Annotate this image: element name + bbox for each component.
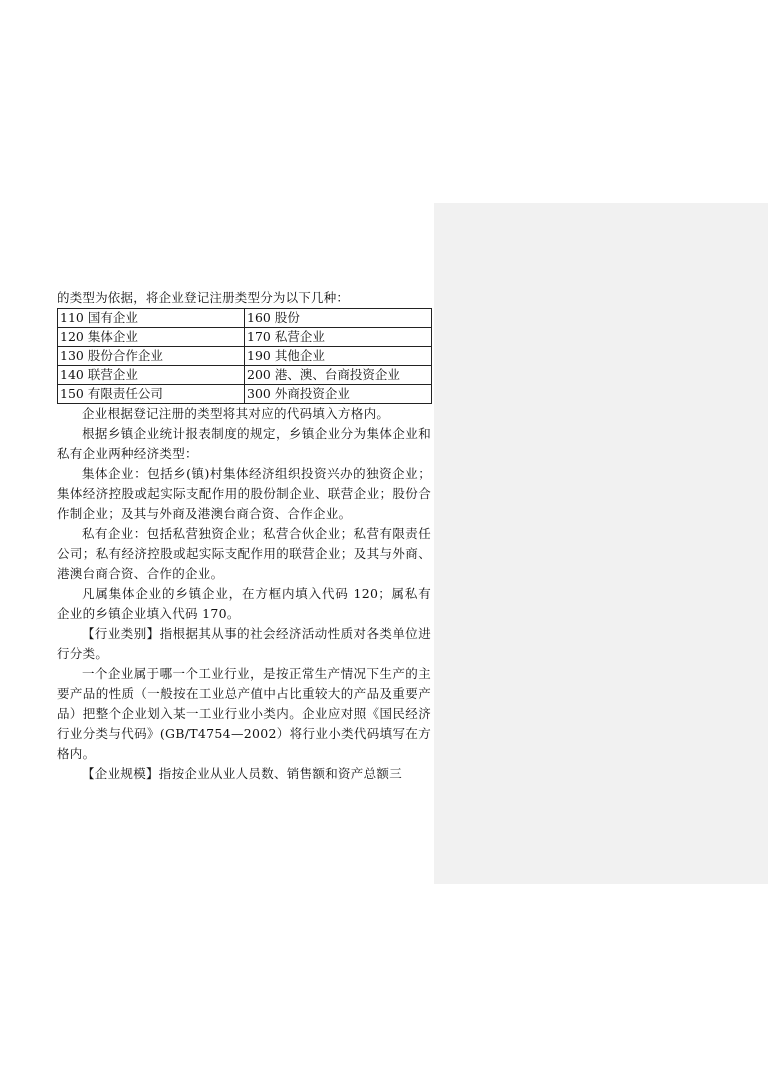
comment-pane	[434, 203, 768, 884]
intro-line: 的类型为依据，将企业登记注册类型分为以下几种：	[57, 290, 350, 305]
paragraph: 一个企业属于哪一个工业行业，是按正常生产情况下生产的主要产品的性质（一般按在工业总产值中占比重较大的产品及重要产品）把整个企业划入某一工业行业小类内。企业应对照《国民经济行业分类与代码》(GB/T4754—2002）将行业小类代码填写在方格内。	[57, 666, 431, 761]
table-cell: 120 集体企业	[58, 328, 245, 347]
paragraph: 私有企业：包括私营独资企业；私营合伙企业；私营有限责任公司；私有经济控股或起实际支配作用的联营企业；及其与外商、港澳台商合资、合作的企业。	[57, 526, 431, 581]
registration-code-table	[57, 308, 432, 404]
table-row	[58, 309, 432, 328]
table-cell: 160 股份	[245, 309, 432, 328]
table-cell: 170 私营企业	[245, 328, 432, 347]
table-row	[58, 328, 432, 347]
paragraph: 【企业规模】指按企业从业人员数、销售额和资产总额三	[82, 766, 403, 781]
table-cell: 110 国有企业	[58, 309, 245, 328]
document-page	[57, 288, 431, 784]
table-cell: 300 外商投资企业	[245, 385, 432, 404]
paragraph: 【行业类别】指根据其从事的社会经济活动性质对各类单位进行分类。	[57, 626, 431, 661]
table-row	[58, 347, 432, 366]
paragraph: 根据乡镇企业统计报表制度的规定，乡镇企业分为集体企业和私有企业两种经济类型：	[57, 426, 431, 461]
table-cell: 190 其他企业	[245, 347, 432, 366]
table-cell: 140 联营企业	[58, 366, 245, 385]
paragraph: 集体企业：包括乡(镇)村集体经济组织投资兴办的独资企业；集体经济控股或起实际支配作用的股份制企业、联营企业；股份合作制企业；及其与外商及港澳台商合资、合作企业。	[57, 466, 431, 521]
table-row	[58, 366, 432, 385]
table-cell: 150 有限责任公司	[58, 385, 245, 404]
paragraph: 企业根据登记注册的类型将其对应的代码填入方格内。	[82, 406, 390, 421]
table-cell: 200 港、澳、台商投资企业	[245, 366, 432, 385]
paragraph: 凡属集体企业的乡镇企业，在方框内填入代码 120；属私有企业的乡镇企业填入代码 170。	[57, 586, 431, 621]
table-row	[58, 385, 432, 404]
table-cell: 130 股份合作企业	[58, 347, 245, 366]
